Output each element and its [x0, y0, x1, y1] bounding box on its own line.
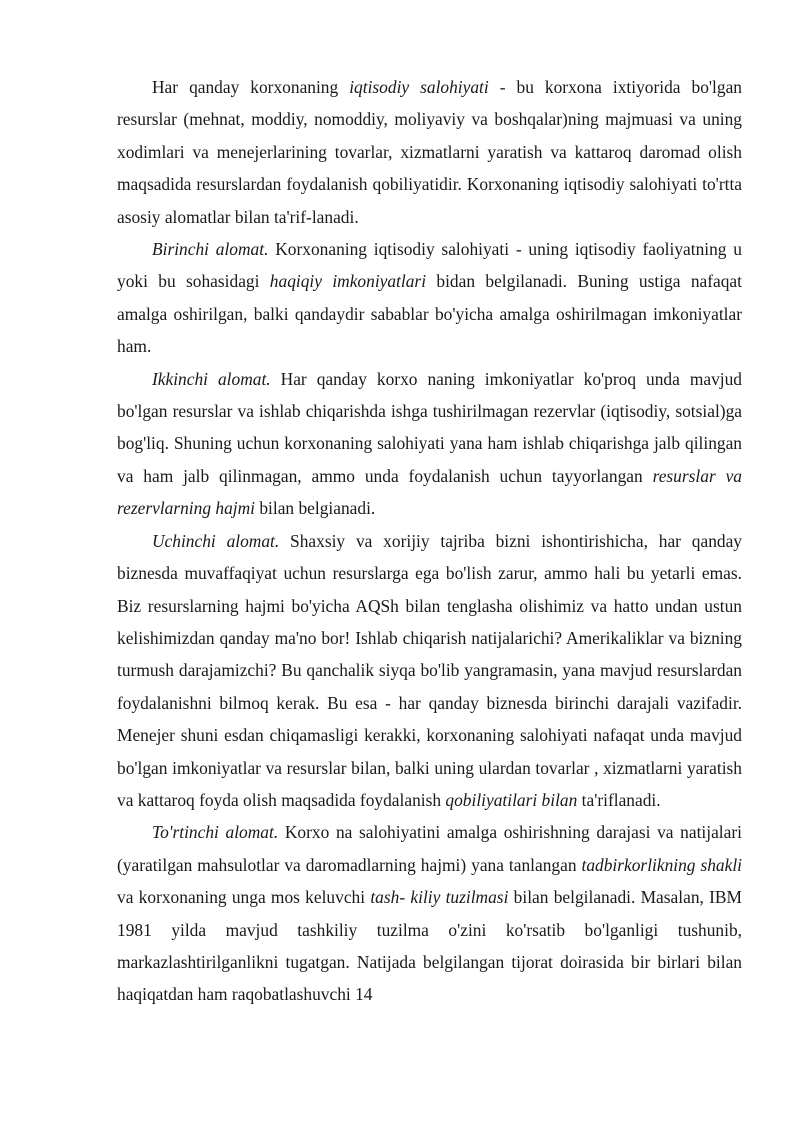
paragraph-third-sign	[117, 525, 742, 817]
section-label: Birinchi alomat.	[152, 239, 269, 260]
italic-term: resurslar va rezervlarning hajmi	[117, 465, 742, 519]
section-label: To'rtinchi alomat.	[152, 822, 279, 843]
italic-term: tadbirkorlikning shakli	[581, 854, 743, 875]
text-run: - bu korxona ixtiyorida bo'lgan resurslar (mehnat, moddiy, nomoddiy, moliyaviy va boshqalar)ning majmuasi va uning xodimlari va menejerlarining tovarlar, xizmatlarni yaratish va kattaroq daromad olish maqsadida resurslardan foydalanish qobiliyatidir. Korxonaning iqtisodiy salohiyati to'rtta asosiy alomatlar bilan ta'rif-lanadi.	[117, 77, 742, 227]
text-run: bidan belgilanadi. Buning ustiga nafaqat amalga oshirilgan, balki qandaydir sabablar bo'yicha amalga oshirilmagan imkoniyatlar ham.	[117, 271, 742, 357]
paragraph-fourth-sign	[117, 816, 742, 1010]
italic-term: qobiliyatilari bilan	[445, 789, 578, 810]
text-run: Shaxsiy va xorijiy tajriba bizni ishontirishicha, har qanday biznesda muvaffaqiyat uchun resurslarga ega bo'lish zarur, ammo hali bu yetarli emas. Biz resurslarning hajmi bo'yicha AQSh bilan tenglasha olishimiz va hatto undan ustun kelishimizdan qanday ma'no bor! Ishlab chiqarish natijalarichi? Amerikaliklar va bizning turmush darajamizchi? Bu qanchalik siyqa bo'lib yangramasin, yana mavjud resurslardan foydalanishni bilmoq kerak. Bu esa - har qanday biznesda birinchi darajali vazifadir. Menejer shuni esdan chiqamasligi kerakki, korxonaning salohiyati nafaqat unda mavjud bo'lgan imkoniyatlar va resurslar bilan, balki uning ulardan tovarlar , xizmatlarni yaratish va kattaroq foyda olish maqsadida foydalanish	[117, 530, 743, 810]
italic-term: haqiqiy imkoniyatlari	[269, 271, 427, 292]
text-run: bilan belgilanadi. Masalan, IBM 1981 yilda mavjud tashkiliy tuzilma o'zini ko'rsatib bo'lganligi tushunib, markazlashtirilganlikni tugatgan. Natijada belgilangan tijorat doirasida bir birlari bilan haqiqatdan ham raqobatlashuvchi 14	[117, 887, 742, 1005]
text-run: Korxonaning iqtisodiy salohiyati - uning iqtisodiy faoliyatning u yoki bu sohasidagi	[117, 239, 742, 292]
section-label: Uchinchi alomat.	[152, 530, 280, 551]
text-run: bilan belgianadi.	[255, 498, 376, 519]
text-run: ta'riflanadi.	[577, 789, 661, 810]
text-run: va korxonaning unga mos keluvchi	[117, 887, 371, 908]
paragraph-intro	[117, 71, 742, 233]
section-label: Ikkinchi alomat.	[152, 368, 271, 389]
text-run: Har qanday korxo naning imkoniyatlar ko'proq unda mavjud bo'lgan resurslar va ishlab chiqarishda ishga tushirilmagan rezervlar (iqtisodiy, sotsial)ga bog'liq. Shuning uchun korxonaning salohiyati yana ham ishlab chiqarishga jalb qilingan va ham jalb qilinmagan, ammo unda foydalanish uchun tayyorlangan	[117, 368, 742, 486]
paragraph-second-sign	[117, 363, 742, 525]
italic-term: iqtisodiy salohiyati	[349, 77, 489, 97]
text-run: Har qanday korxonaning	[152, 77, 350, 97]
italic-term: tash- kiliy tuzilmasi	[370, 887, 509, 908]
text-run: Korxo na salohiyatini amalga oshirishning darajasi va natijalari (yaratilgan mahsulotlar va daromadlarning hajmi) yana tanlangan	[117, 822, 742, 875]
paragraph-first-sign	[117, 233, 742, 363]
body-text	[117, 71, 742, 1011]
